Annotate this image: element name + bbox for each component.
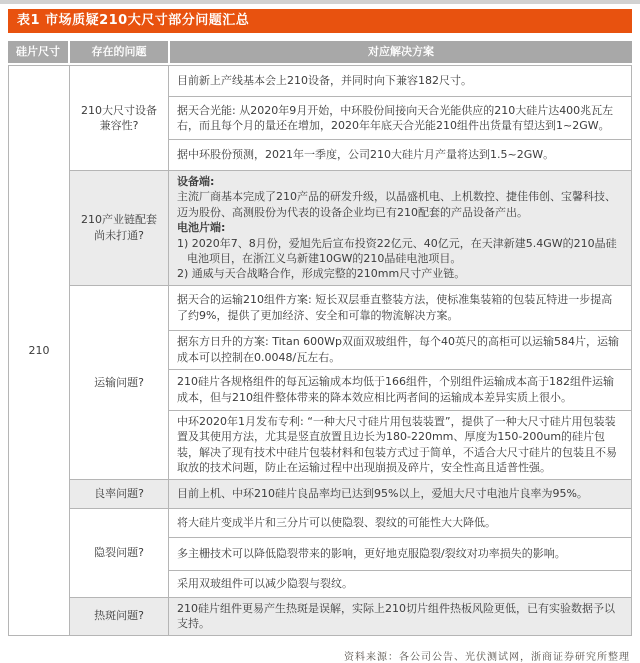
solution-cell: 210硅片各规格组件的每瓦运输成本均低于166组件，个别组件运输成本高于182组件运输成本，但与210组件整体带来的降本效应相比两者间的运输成本差异实质上很小。 xyxy=(169,369,632,410)
solution-cell: 目前上机、中环210硅片良品率均已达到95%以上，爱旭大尺寸电池片良率为95%。 xyxy=(169,479,632,508)
solution-cell: 据天合的运输210组件方案: 短长双层垂直整装方法，使标准集装箱的包装瓦特进一步提高了约9%，提供了更加经济、安全和可靠的物流解决方案。 xyxy=(169,285,632,330)
solution-text: 主流厂商基本完成了210产品的研发升级，以晶盛机电、上机数控、捷佳伟创、宝馨科技、迈为股份、高测股份为代表的设备企业均已有210配套的产品设备产出。 xyxy=(177,190,616,219)
problem-cell: 隐裂问题? xyxy=(70,508,169,597)
solution-text: 2) 通威与天合战略合作，形成完整的210mm尺寸产业链。 xyxy=(177,267,466,281)
problem-cell: 热斑问题? xyxy=(70,597,169,635)
table-header-row xyxy=(8,41,632,63)
solution-cell: 目前新上产线基本会上210设备，并同时向下兼容182尺寸。 xyxy=(169,66,632,97)
table-title: 表1 市场质疑210大尺寸部分问题汇总 xyxy=(8,9,632,33)
table-row xyxy=(9,285,632,330)
table-row xyxy=(9,171,632,286)
summary-table xyxy=(8,65,632,636)
table-row xyxy=(9,508,632,537)
solution-cell: 中环2020年1月发布专利: “一种大尺寸硅片用包装装置”，提供了一种大尺寸硅片用包装装置及其使用方法，尤其是竖直放置且边长为180-220mm、厚度为150-200um的硅片包装，解决了现有技术中硅片包装材料和包装方式过于简单，不适合大尺寸硅片的包装且不易取放的技术问题，防止在运输过程中出现崩损及碎片，安全性高且适普性强。 xyxy=(169,410,632,479)
table-row xyxy=(9,597,632,635)
column-header-problem: 存在的问题 xyxy=(70,41,168,63)
solution-cell: 据中环股份预测，2021年一季度，公司210大硅片月产量将达到1.5~2GW。 xyxy=(169,140,632,171)
table-row xyxy=(9,479,632,508)
solution-cell: 将大硅片变成半片和三分片可以使隐裂、裂纹的可能性大大降低。 xyxy=(169,508,632,537)
solution-cell: 采用双玻组件可以减少隐裂与裂纹。 xyxy=(169,570,632,597)
column-header-solution: 对应解决方案 xyxy=(170,41,632,63)
problem-cell: 210大尺寸设备兼容性? xyxy=(70,66,169,171)
solution-cell xyxy=(169,171,632,286)
source-note: 资料来源：各公司公告、光伏测试网，浙商证券研究所整理 xyxy=(344,651,630,663)
solution-section-heading: 电池片端: xyxy=(177,221,226,235)
top-divider-strip xyxy=(0,0,640,4)
solution-section-heading: 设备端: xyxy=(177,175,215,188)
solution-cell: 210硅片组件更易产生热斑是误解，实际上210切片组件热板风险更低，已有实验数据予以支持。 xyxy=(169,597,632,635)
column-header-wafer-size: 硅片尺寸 xyxy=(8,41,68,63)
table-row xyxy=(9,66,632,97)
problem-cell: 运输问题? xyxy=(70,285,169,479)
problem-cell: 210产业链配套尚未打通? xyxy=(70,171,169,286)
wafer-size-cell: 210 xyxy=(9,66,70,636)
solution-cell: 据东方日升的方案: Titan 600Wp双面双玻组件，每个40英尺的高柜可以运输584片，运输成本可以控制在0.0048/瓦左右。 xyxy=(169,330,632,369)
solution-cell: 据天合光能: 从2020年9月开始，中环股份间接向天合光能供应的210大硅片达400兆瓦左右，而且每个月的量还在增加，2020年年底天合光能210组件出货量有望达到1~2GW。 xyxy=(169,97,632,140)
problem-cell: 良率问题? xyxy=(70,479,169,508)
solution-text: 1) 2020年7、8月份，爱旭先后宣布投资22亿元、40亿元，在天津新建5.4GW的210晶硅电池项目，在浙江义乌新建10GW的210晶硅电池项目。 xyxy=(177,236,617,265)
solution-cell: 多主栅技术可以降低隐裂带来的影响，更好地克服隐裂/裂纹对功率损失的影响。 xyxy=(169,537,632,570)
